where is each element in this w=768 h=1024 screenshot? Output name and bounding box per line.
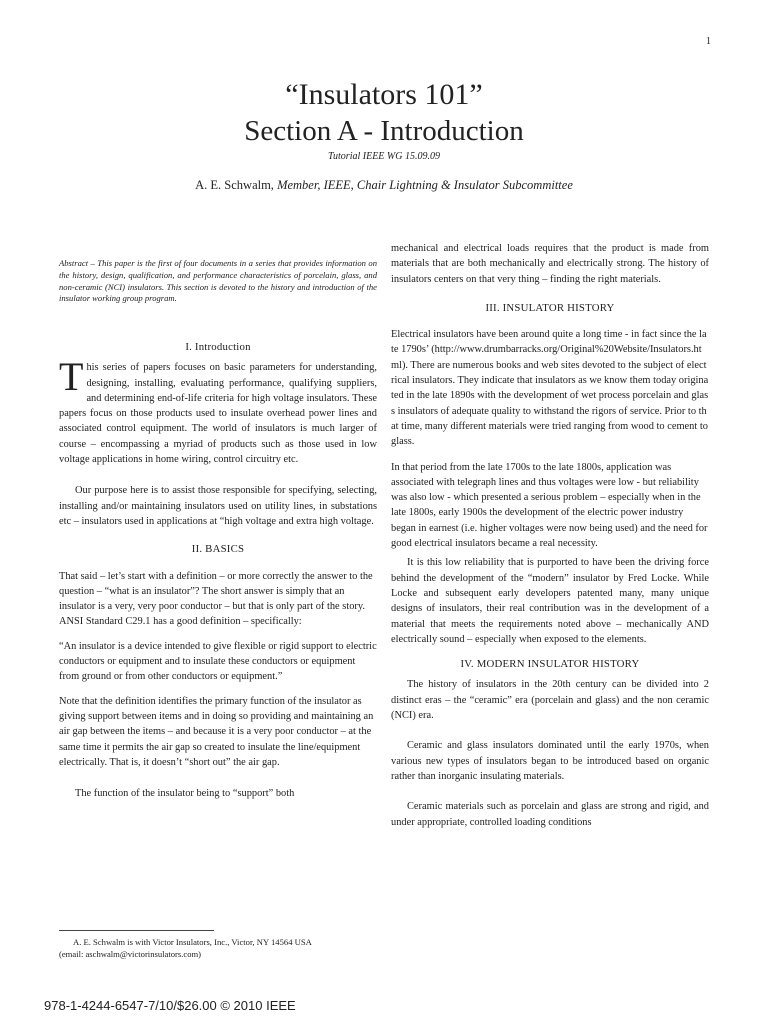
modern-paragraph-1: The history of insulators in the 20th century can be divided into 2 distinct eras – the “ceramic” era (porcelain and glass) and the non ceramic (NCI) era. bbox=[391, 679, 709, 722]
section-heading-basics: II. BASICS bbox=[191, 543, 245, 556]
page-number: 1 bbox=[706, 36, 711, 47]
footnote-line-2: (email: aschwalm@victorinsulators.com) bbox=[59, 949, 202, 959]
footnote-line-1: A. E. Schwalm is with Victor Insulators, Inc., Victor, NY 14564 USA bbox=[73, 937, 312, 947]
basics-paragraph-1: That said – let’s start with a definition – or more correctly the answer to the question – “what is an insulator”? The short answer is simply that an insulator is a very, very poor conductor – but that is only part of the story. ANSI Standard C29.1 has a good definition – specifically: bbox=[59, 570, 373, 628]
author-affiliation: Member, IEEE, Chair Lightning & Insulator Subcommittee bbox=[277, 178, 573, 192]
modern-paragraph-2: Ceramic and glass insulators dominated until the early 1970s, when various new types of insulators began to be introduced based on organic rather than inorganic insulating materials. bbox=[391, 740, 709, 782]
intro-paragraph-2: Our purpose here is to assist those responsible for specifying, selecting, installing and/or maintaining insulators used on utility lines, in substations etc – insulators used in applications at “high voltage and extra high voltage. bbox=[59, 485, 377, 527]
author-footnote bbox=[59, 936, 377, 960]
right-column-body bbox=[391, 241, 709, 830]
paper-title-line2: Section A - Introduction bbox=[244, 115, 524, 147]
intro-paragraph-1 bbox=[59, 354, 377, 467]
section-heading-insulator-history: III. INSULATOR HISTORY bbox=[485, 301, 615, 314]
drop-cap: T bbox=[59, 354, 84, 400]
basics-paragraph-3: The function of the insulator being to “support” both bbox=[75, 788, 295, 800]
modern-paragraph-3: Ceramic materials such as porcelain and glass are strong and rigid, and under appropriate, controlled loading conditions bbox=[391, 801, 709, 828]
basics-quote: “An insulator is a device intended to give flexible or rigid support to electric conductors or equipment and to insulate these conductors or equipment from ground or from other conductors or equipment.” bbox=[59, 640, 377, 683]
history-paragraph-3: It is this low reliability that is purported to have been the driving force behind the development of the “modern” insulator by Fred Locke. While Locke and subsequent early developers patented many, many unique designs of insulators, their real contribution was in the development of a material that meets the requirements noted above – mechanically AND electrically sound – especially when exposed to the elements. bbox=[391, 557, 709, 645]
continued-paragraph: mechanical and electrical loads requires that the product is made from materials that are both mechanically and electrically strong. The history of insulators centers on that very thing – finding the right materials. bbox=[391, 243, 709, 285]
basics-paragraph-2: Note that the definition identifies the primary function of the insulator as giving support between items and in doing so providing and maintaining an air gap between the items – and because it is a very poor conductor – at the same time it permits the air gap so created to insulate the line/equipment electrically. That is, it doesn’t “short out” the air gap. bbox=[59, 695, 374, 768]
abstract: Abstract – This paper is the first of four documents in a series that provides information on the history, design, qualification, and performance characteristics of porcelain, glass, and non-ceramic (NCI) insulators. This section is devoted to the history and introduction of the insulator working group program. bbox=[59, 258, 377, 304]
author-line bbox=[0, 178, 768, 193]
left-column-body bbox=[59, 340, 377, 801]
author-name: A. E. Schwalm, bbox=[195, 178, 274, 192]
section-heading-introduction: I. Introduction bbox=[185, 341, 251, 353]
history-paragraph-2: In that period from the late 1700s to the late 1800s, application was associated with telegraph lines and thus voltages were low - but reliability was also low - which presented a serious problem – especially when in the late 1800s, early 1900s the development of the electric power industry began in earnest (i.e. higher voltages were now being used) and the need for good electrical insulators became a real necessity. bbox=[391, 461, 708, 550]
paper-title-line1: “Insulators 101” bbox=[285, 78, 483, 111]
isbn-copyright: 978-1-4244-6547-7/10/$26.00 © 2010 IEEE bbox=[44, 998, 296, 1013]
tutorial-subtitle: Tutorial IEEE WG 15.09.09 bbox=[328, 151, 440, 162]
intro-paragraph-1-text: his series of papers focuses on basic parameters for understanding, designing, installing, evaluating performance, qualifying suppliers, and determining end-of-life criteria for high voltage insulators. These papers focus on those products used to insulate overhead power lines and associated control equipment. The world of insulators is much larger of course – encompassing a myriad of products such as those used in low voltage applications in home wiring, control circuitry etc. bbox=[59, 362, 377, 466]
section-heading-modern-history: IV. MODERN INSULATOR HISTORY bbox=[460, 658, 640, 671]
history-paragraph-1: Electrical insulators have been around quite a long time - in fact since the late 1790s’ (http://www.drumbarracks.org/Original%20Website/Insulators.html). There are numerous books and web sites devoted to the subject of electrical insulators. They indicate that insulators as we know them today originated in the late 1890s with the development of wet process porcelain and glass insulators of adequate quality to withstand the rigors of service. Prior to that time, many different materials were tried ranging from wood to cement to glass. bbox=[391, 329, 709, 448]
footnote-rule bbox=[59, 930, 214, 931]
